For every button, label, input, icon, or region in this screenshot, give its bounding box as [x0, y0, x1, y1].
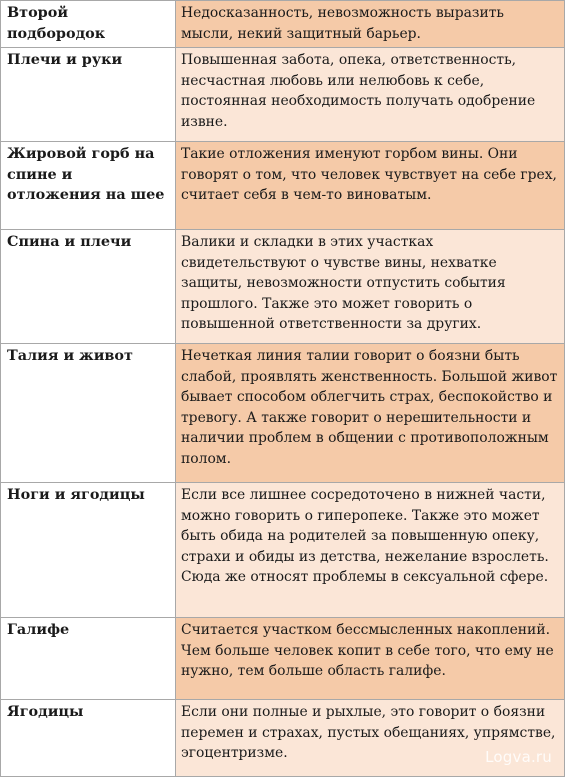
- body-part-cell: Талия и живот: [1, 344, 176, 482]
- body-part-cell: Галифе: [1, 618, 176, 699]
- site-watermark: Logva.ru: [485, 748, 552, 766]
- table-row: [1, 1, 565, 48]
- meaning-cell: Недосказанность, невозможность выразить мысли, некий защитный барьер.: [176, 1, 565, 47]
- meaning-cell: Считается участком бессмысленных накоплений. Чем больше человек копит в себе того, что ему не нужно, тем больше область галифе.: [176, 618, 565, 699]
- meaning-cell: Повышенная забота, опека, ответственность, несчастная любовь или нелюбовь к себе, постоянная необходимость получать одобрение извне.: [176, 48, 565, 141]
- meaning-cell: Валики и складки в этих участках свидетельствуют о чувстве вины, нехватке защиты, невозможности отпустить события прошлого. Также это может говорить о повышенной ответственности за других.: [176, 230, 565, 343]
- body-part-cell: Плечи и руки: [1, 48, 176, 141]
- body-part-cell: Спина и плечи: [1, 230, 176, 343]
- body-part-cell: Жировой горб на спине и отложения на шее: [1, 142, 176, 229]
- table-row: [1, 618, 565, 700]
- body-part-cell: Второй подбородок: [1, 1, 176, 47]
- table-row: [1, 344, 565, 483]
- meaning-cell: Нечеткая линия талии говорит о боязни быть слабой, проявлять женственность. Большой живот бывает способом облегчить страх, беспокойство и тревогу. А также говорит о нерешительности и наличии проблем в общении с противоположным полом.: [176, 344, 565, 482]
- table-row: [1, 700, 565, 777]
- meaning-cell: Если все лишнее сосредоточено в нижней части, можно говорить о гиперопеке. Также это может быть обида на родителей за повышенную опеку, страхи и обиды из детства, нежелание взрослеть. Сюда же относят проблемы в сексуальной сфере.: [176, 483, 565, 617]
- meaning-cell: Такие отложения именуют горбом вины. Они говорят о том, что человек чувствует на себе грех, считает себя в чем-то виноватым.: [176, 142, 565, 229]
- table-row: [1, 48, 565, 142]
- body-part-cell: Ноги и ягодицы: [1, 483, 176, 617]
- meaning-cell: Если они полные и рыхлые, это говорит о боязни перемен и страхах, пустых обещаниях, упрямстве, эгоцентризме.: [176, 700, 565, 776]
- body-part-cell: Ягодицы: [1, 700, 176, 776]
- table-row: [1, 483, 565, 618]
- table-row: [1, 230, 565, 344]
- table-row: [1, 142, 565, 230]
